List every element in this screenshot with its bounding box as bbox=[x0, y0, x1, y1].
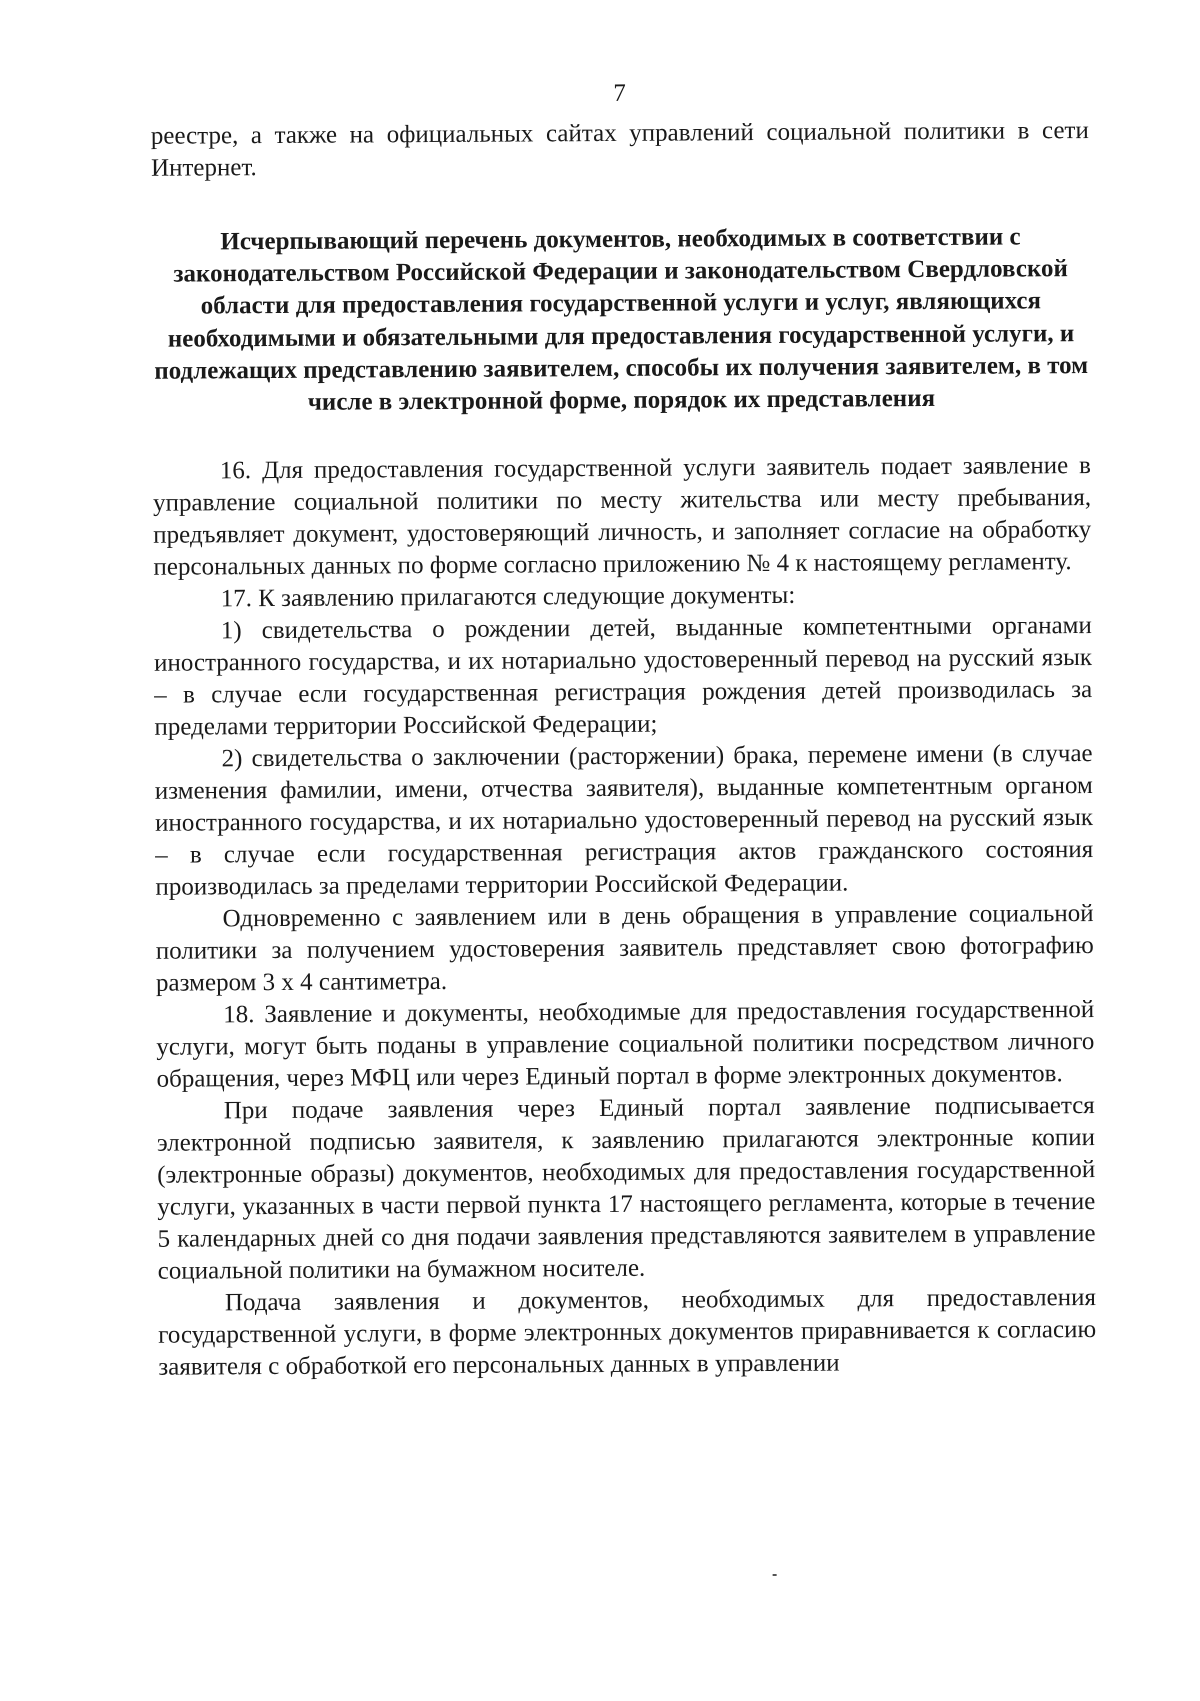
paragraph-16: 16. Для предоставления государственной услуги заявитель подает заявление в управление социальной политики по месту жительства или месту пребывания, предъявляет документ, удостоверяющий личность, и заполняет согласие на обработку персональных данных по форме согласно приложению № 4 к настоящему регламенту. bbox=[152, 452, 1092, 581]
paragraph-18: 18. Заявление и документы, необходимые для предоставления государственной услуги, могут быть поданы в управление социальной политики посредством личного обращения, через МФЦ или через Единый портал в форме электронных документов. bbox=[156, 996, 1095, 1093]
section-heading: Исчерпывающий перечень документов, необходимых в соответствии с законодательством Российской Федерации и законодательством Свердловской области для предоставления государственной услуги и услуг, являющихся необходимыми и обязательными для предоставления государственной услуги, и подлежащих представлению заявителем, способы их получения заявителем, в том числе в электронной форме, порядок их представления bbox=[154, 223, 1089, 416]
opening-paragraph: реестре, а также на официальных сайтах управлений социальной политики в сети Интернет. bbox=[150, 117, 1089, 182]
scan-mark bbox=[773, 1574, 777, 1576]
page-number: 7 bbox=[613, 79, 626, 107]
paragraph-17: 17. К заявлению прилагаются следующие документы: bbox=[220, 582, 796, 613]
consent-paragraph: Подача заявления и документов, необходимых для предоставления государственной услуги, в форме электронных документов приравнивается к согласию заявителя с обработкой его персональных данных в управлении bbox=[158, 1284, 1097, 1381]
list-item-1: 1) свидетельства о рождении детей, выданные компетентными органами иностранного государства, и их нотариально удостоверенный перевод на русский язык – в случае если государственная регистрация рождения детей производилась за пределами территории Российской Федерации; bbox=[153, 612, 1093, 741]
photo-requirement-paragraph: Одновременно с заявлением или в день обращения в управление социальной политики за получением удостоверения заявитель представляет свою фотографию размером 3 х 4 сантиметра. bbox=[155, 900, 1094, 997]
portal-submission-paragraph: При подаче заявления через Единый портал заявление подписывается электронной подписью заявителя, к заявлению прилагаются электронные копии (электронные образы) документов, необходимых для предоставления государственной услуги, указанных в части первой пункта 17 настоящего регламента, которые в течение 5 календарных дней со дня подачи заявления представляются заявителем в управление социальной политики на бумажном носителе. bbox=[156, 1092, 1096, 1285]
list-item-2: 2) свидетельства о заключении (расторжении) брака, перемене имени (в случае изменения фамилии, имени, отчества заявителя), выданные компетентным органом иностранного государства, и их нотариально удостоверенный перевод на русский язык – в случае если государственная регистрация актов гражданского состояния производилась за пределами территории Российской Федерации. bbox=[154, 740, 1094, 901]
